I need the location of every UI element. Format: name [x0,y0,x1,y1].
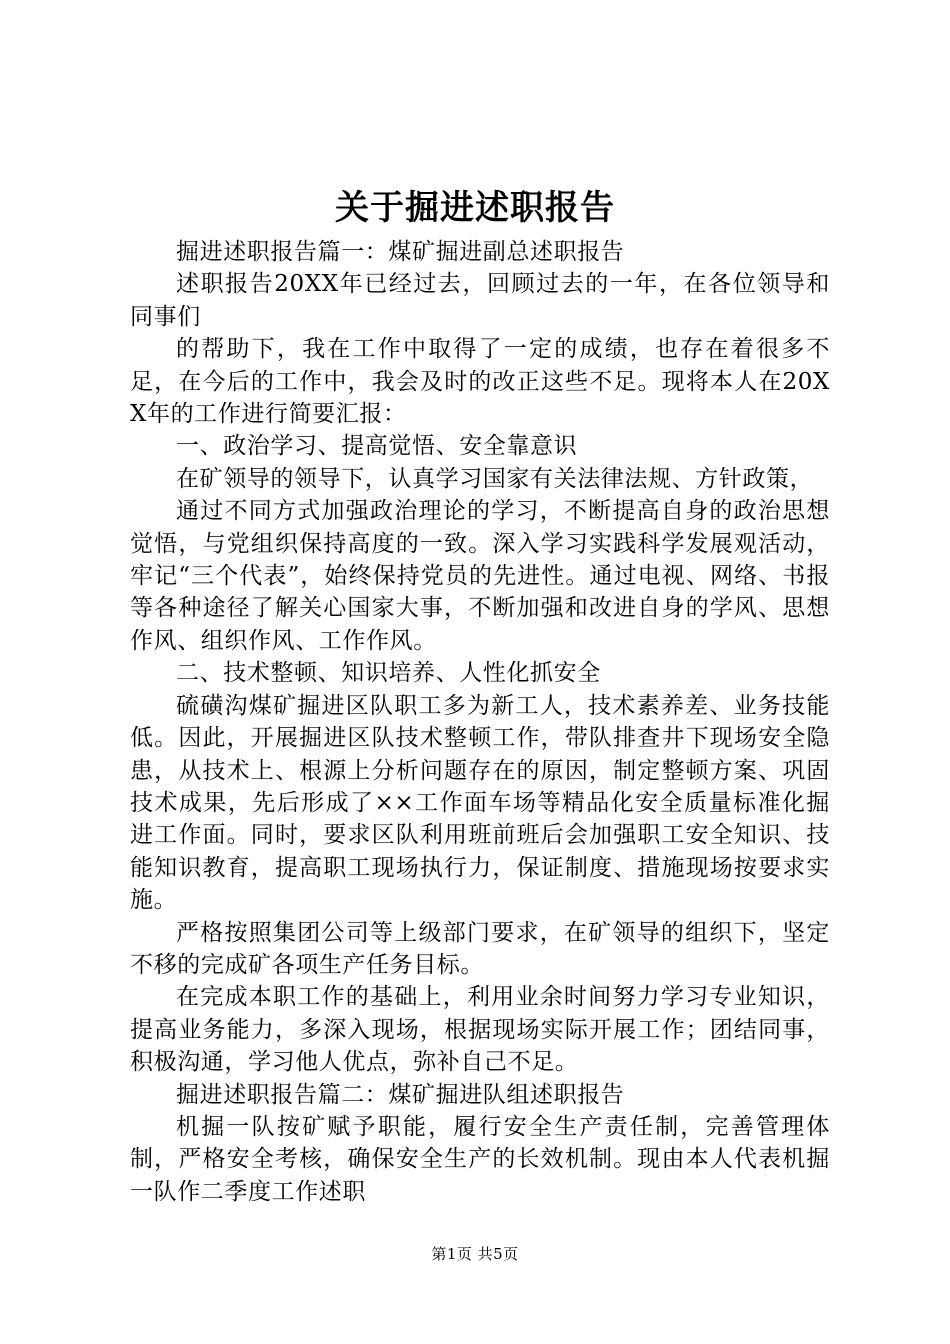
document-body [130,236,830,1208]
paragraph-10: 在完成本职工作的基础上，利用业余时间努力学习专业知识，提高业务能力，多深入现场，根据现场实际开展工作；团结同事，积极沟通，学习他人优点，弥补自己不足。 [130,984,830,1076]
paragraph-1: 掘进述职报告篇一：煤矿掘进副总述职报告 [176,239,625,265]
paragraph-12: 机掘一队按矿赋予职能，履行安全生产责任制，完善管理体制，严格安全考核，确保安全生产的长效机制。现由本人代表机掘一队作二季度工作述职 [130,1113,830,1205]
paragraph-3: 的帮助下，我在工作中取得了一定的成绩，也存在着很多不足，在今后的工作中，我会及时的改正这些不足。现将本人在20XX年的工作进行简要汇报： [130,336,830,428]
paragraph-2: 述职报告20XX年已经过去，回顾过去的一年，在各位领导和同事们 [130,271,830,330]
paragraph-11: 掘进述职报告篇二：煤矿掘进队组述职报告 [176,1081,625,1108]
paragraph-6: 通过不同方式加强政治理论的学习，不断提高自身的政治思想觉悟，与党组织保持高度的一致。深入学习实践科学发展观活动，牢记“三个代表”，始终保持党员的先进性。通过电视、网络、书报等各种途径了解关心国家大事，不断加强和改进自身的学风、思想作风、组织作风、工作作风。 [130,498,830,654]
document-title: 关于掘进述职报告 [335,188,615,228]
paragraph-4: 一、政治学习、提高觉悟、安全靠意识 [176,433,578,460]
paragraph-8: 硫磺沟煤矿掘进区队职工多为新工人，技术素养差、业务技能低。因此，开展掘进区队技术整顿工作，带队排查井下现场安全隐患，从技术上、根源上分析问题存在的原因，制定整顿方案、巩固技术成果，先后形成了××工作面车场等精品化安全质量标准化掘进工作面。同时，要求区队利用班前班后会加强职工安全知识、技能知识教育，提高职工现场执行力，保证制度、措施现场按要求实施。 [130,692,830,914]
page-footer: 第1页 共5页 [431,1245,519,1263]
paragraph-9: 严格按照集团公司等上级部门要求，在矿领导的组织下，坚定不移的完成矿各项生产任务目标。 [130,919,830,978]
paragraph-5: 在矿领导的领导下，认真学习国家有关法律法规、方针政策， [176,465,814,492]
paragraph-7: 二、技术整顿、知识培养、人性化抓安全 [176,660,601,687]
